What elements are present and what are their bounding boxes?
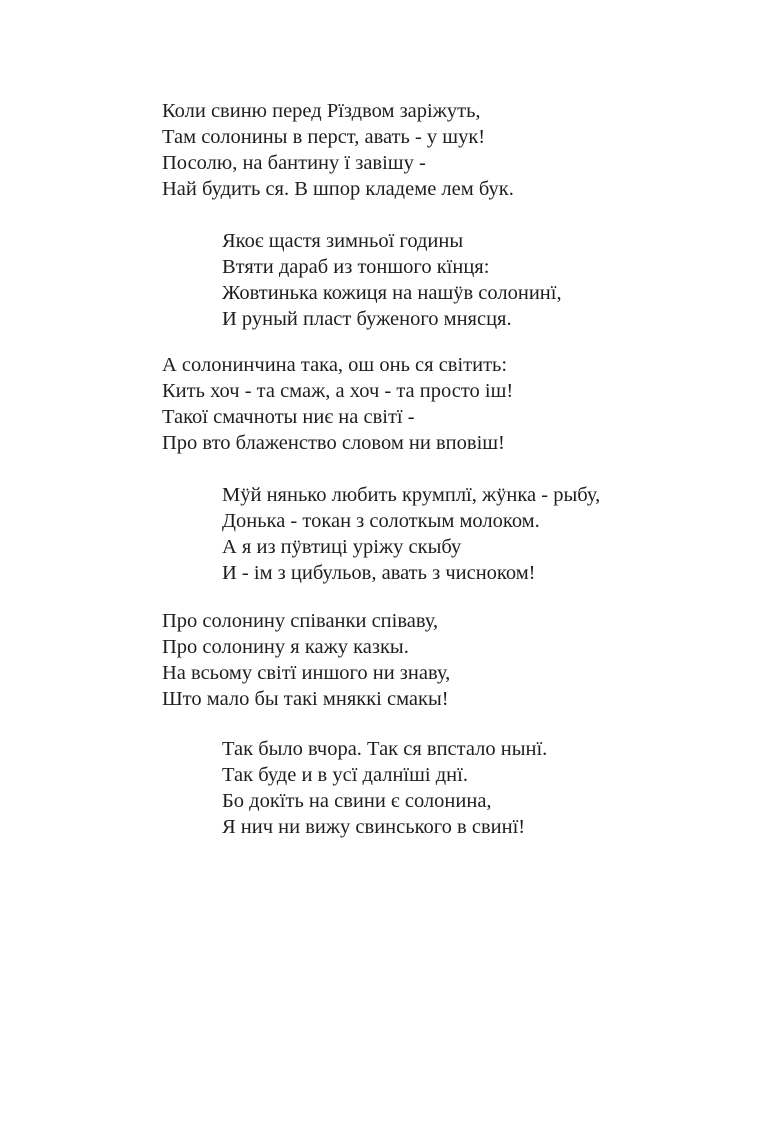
poem-line: Жовтинька кожиця на нашӱв солонинї,	[222, 282, 562, 304]
stanza-5	[162, 608, 450, 712]
poem-line: Втяти дараб из тоншого кїнця:	[222, 256, 490, 278]
poem-line: Посолю, на бантину ї завішу -	[162, 152, 426, 174]
poem-line: Най будить ся. В шпор кладеме лем бук.	[162, 178, 514, 200]
poem-line: Я нич ни вижу свинського в свинї!	[222, 816, 526, 838]
stanza-2	[222, 228, 562, 332]
poem-line: Што мало бы такі мняккі смакы!	[162, 688, 449, 710]
poem-line: И - ім з цибульов, авать з чисноком!	[222, 562, 536, 584]
poem-line: На всьому світї иншого ни знаву,	[162, 662, 451, 684]
stanza-3	[162, 352, 513, 456]
poem-line: Кить хоч - та смаж, а хоч - та просто іш!	[162, 380, 514, 402]
poem-line: Бо докїть на свини є солонина,	[222, 790, 492, 812]
poem-line: Так было вчора. Так ся впстало нынї.	[222, 738, 548, 760]
poem-line: Донька - токан з солоткым молоком.	[222, 510, 540, 532]
stanza-6	[222, 736, 547, 840]
stanza-4	[222, 482, 600, 586]
poem-line: А солонинчина така, ош онь ся світить:	[162, 354, 508, 376]
poem-line: Про солонину я кажу казкы.	[162, 636, 409, 658]
stanza-1	[162, 98, 514, 202]
poem-line: Про солонину співанки співаву,	[162, 610, 439, 632]
poem-line: Так буде и в усї далнїші днї.	[222, 764, 468, 786]
poem-line: Мӱй нянько любить крумплї, жӱнка - рыбу,	[222, 484, 601, 506]
poem-line: Такої смачноты ниє на світї -	[162, 406, 415, 428]
poem-line: Там солонины в перст, авать - у шук!	[162, 126, 486, 148]
poem-line: Про вто блаженство словом ни вповіш!	[162, 432, 505, 454]
poem-line: Якоє щастя зимньої годины	[222, 230, 464, 252]
poem-line: А я из пӱвтиці уріжу скыбу	[222, 536, 462, 558]
poem-line: И руный пласт буженого мнясця.	[222, 308, 512, 330]
poem-line: Коли свиню перед Рїздвом заріжуть,	[162, 100, 481, 122]
